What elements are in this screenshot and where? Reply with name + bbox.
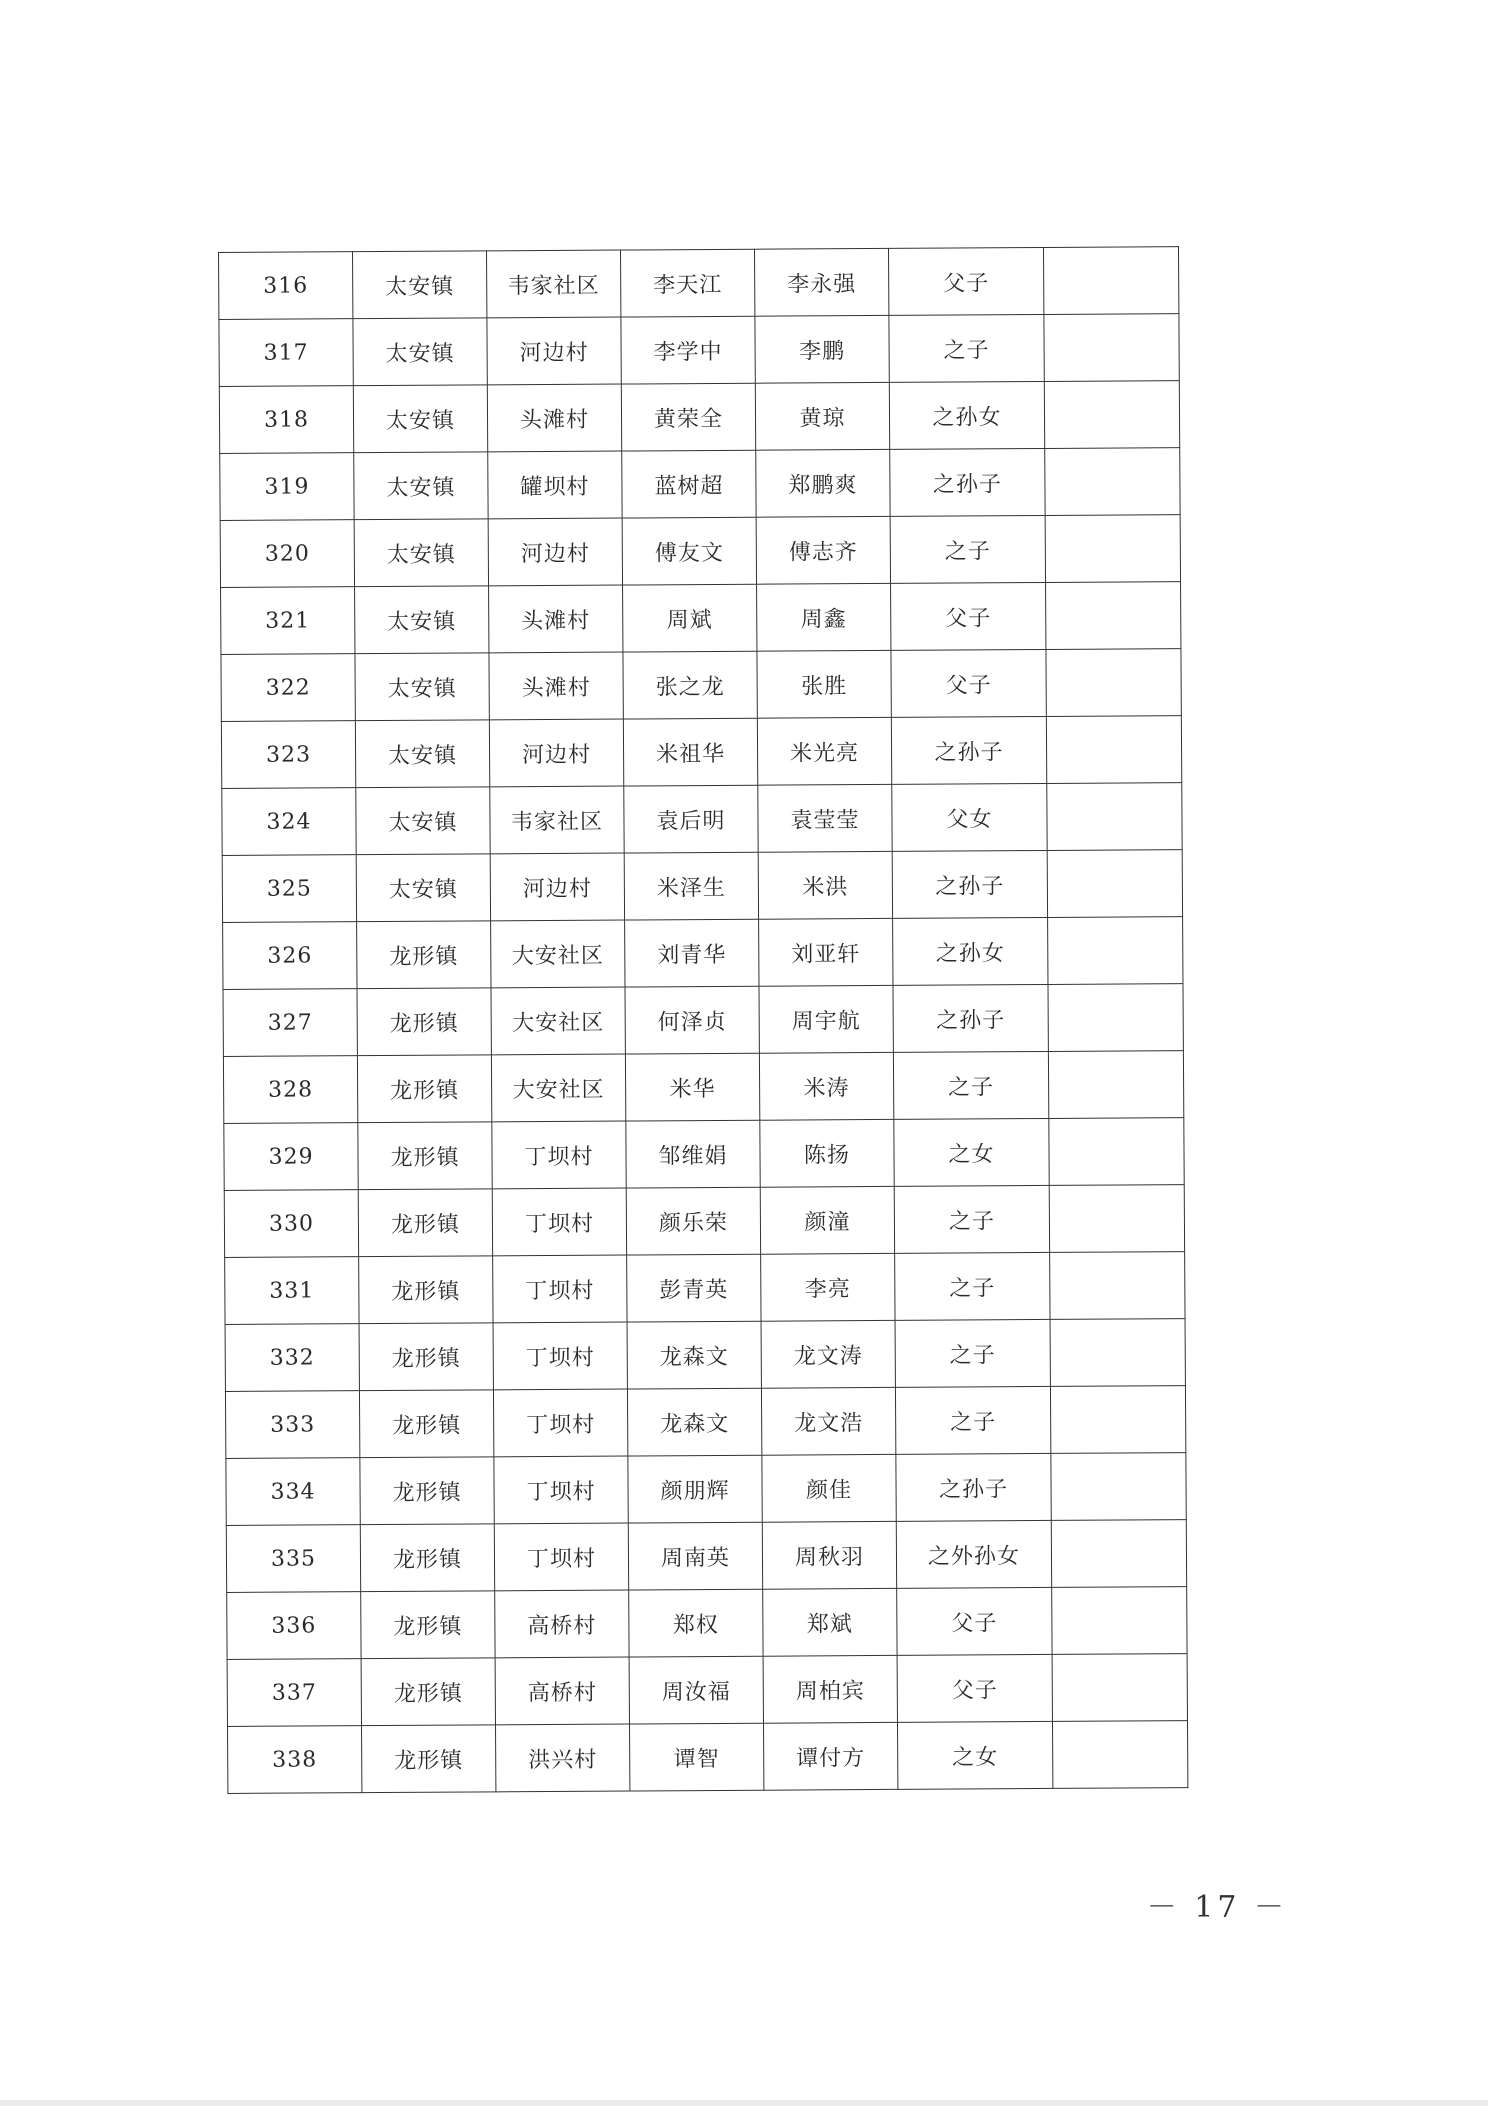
- row-number-cell: 329: [224, 1123, 358, 1191]
- relationship-cell: 之孙子: [890, 448, 1045, 516]
- row-number-cell: 316: [219, 252, 353, 320]
- person-name-cell: 颜乐荣: [626, 1187, 760, 1255]
- village-cell: 头滩村: [489, 585, 623, 653]
- person-name-cell: 郑权: [629, 1589, 763, 1657]
- town-cell: 龙形镇: [359, 1323, 493, 1391]
- relative-name-cell: 李亮: [761, 1253, 895, 1321]
- row-number-cell: 327: [223, 989, 357, 1057]
- relative-name-cell: 颜潼: [760, 1186, 894, 1254]
- relative-name-cell: 龙文涛: [761, 1320, 895, 1388]
- town-cell: 龙形镇: [361, 1591, 495, 1659]
- person-name-cell: 何泽贞: [625, 986, 759, 1054]
- person-name-cell: 刘青华: [625, 919, 759, 987]
- row-number-cell: 318: [219, 386, 353, 454]
- relative-name-cell: 谭付方: [763, 1722, 897, 1790]
- remarks-cell: [1051, 1453, 1186, 1521]
- village-cell: 韦家社区: [490, 786, 624, 854]
- remarks-cell: [1052, 1654, 1187, 1722]
- town-cell: 龙形镇: [359, 1390, 493, 1458]
- person-name-cell: 张之龙: [623, 651, 757, 719]
- village-cell: 河边村: [489, 719, 623, 787]
- town-cell: 龙形镇: [358, 1189, 492, 1257]
- relative-name-cell: 陈扬: [760, 1119, 894, 1187]
- relative-name-cell: 李鹏: [755, 315, 889, 383]
- remarks-cell: [1046, 716, 1181, 784]
- town-cell: 龙形镇: [361, 1658, 495, 1726]
- remarks-cell: [1048, 917, 1183, 985]
- person-name-cell: 周斌: [623, 584, 757, 652]
- person-name-cell: 彭青英: [627, 1254, 761, 1322]
- village-cell: 河边村: [487, 317, 621, 385]
- relationship-cell: 父子: [888, 247, 1043, 315]
- table-row: [220, 448, 1180, 521]
- relative-name-cell: 龙文浩: [761, 1387, 895, 1455]
- remarks-cell: [1044, 381, 1179, 449]
- village-cell: 丁坝村: [493, 1255, 627, 1323]
- person-name-cell: 袁后明: [624, 785, 758, 853]
- town-cell: 龙形镇: [359, 1256, 493, 1324]
- table-row: [219, 247, 1179, 320]
- table-row: [222, 783, 1182, 856]
- table-row: [219, 314, 1179, 387]
- village-cell: 丁坝村: [494, 1523, 628, 1591]
- person-name-cell: 傅友文: [622, 517, 756, 585]
- table-row: [227, 1654, 1187, 1727]
- person-name-cell: 颜朋辉: [628, 1455, 762, 1523]
- town-cell: 龙形镇: [360, 1457, 494, 1525]
- table-row: [221, 649, 1181, 722]
- remarks-cell: [1047, 850, 1182, 918]
- page-number: － 17 －: [1146, 1890, 1288, 1925]
- town-cell: 太安镇: [354, 519, 488, 587]
- town-cell: 太安镇: [353, 318, 487, 386]
- row-number-cell: 330: [224, 1190, 358, 1258]
- town-cell: 太安镇: [355, 586, 489, 654]
- remarks-cell: [1050, 1319, 1185, 1387]
- table-row: [228, 1721, 1188, 1794]
- relative-name-cell: 张胜: [757, 650, 891, 718]
- remarks-cell: [1050, 1252, 1185, 1320]
- village-cell: 罐坝村: [488, 451, 622, 519]
- row-number-cell: 333: [225, 1391, 359, 1459]
- relationship-cell: 之子: [889, 314, 1044, 382]
- remarks-cell: [1045, 515, 1180, 583]
- relative-name-cell: 李永强: [754, 248, 888, 316]
- table-row: [223, 984, 1183, 1057]
- village-cell: 韦家社区: [486, 250, 620, 318]
- remarks-cell: [1050, 1386, 1185, 1454]
- relative-name-cell: 米光亮: [757, 717, 891, 785]
- roster-table: [218, 246, 1188, 1794]
- row-number-cell: 325: [222, 855, 356, 923]
- village-cell: 河边村: [488, 518, 622, 586]
- relationship-cell: 之子: [894, 1185, 1049, 1253]
- person-name-cell: 周南英: [628, 1522, 762, 1590]
- town-cell: 太安镇: [355, 653, 489, 721]
- relative-name-cell: 傅志齐: [756, 516, 890, 584]
- row-number-cell: 335: [226, 1525, 360, 1593]
- town-cell: 太安镇: [356, 787, 490, 855]
- relative-name-cell: 黄琼: [755, 382, 889, 450]
- village-cell: 丁坝村: [492, 1121, 626, 1189]
- person-name-cell: 周汝福: [629, 1656, 763, 1724]
- relative-name-cell: 周秋羽: [762, 1521, 896, 1589]
- row-number-cell: 319: [220, 453, 354, 521]
- relationship-cell: 之孙子: [892, 850, 1047, 918]
- row-number-cell: 317: [219, 319, 353, 387]
- relationship-cell: 之外孙女: [896, 1520, 1051, 1588]
- relationship-cell: 之孙女: [893, 917, 1048, 985]
- table-row: [223, 917, 1183, 990]
- remarks-cell: [1046, 582, 1181, 650]
- remarks-cell: [1047, 783, 1182, 851]
- town-cell: 龙形镇: [362, 1725, 496, 1793]
- remarks-cell: [1046, 649, 1181, 717]
- village-cell: 丁坝村: [494, 1456, 628, 1524]
- town-cell: 龙形镇: [357, 988, 491, 1056]
- relative-name-cell: 米涛: [759, 1052, 893, 1120]
- relative-name-cell: 米洪: [758, 851, 892, 919]
- table-row: [224, 1118, 1184, 1191]
- person-name-cell: 邹维娟: [626, 1120, 760, 1188]
- row-number-cell: 321: [221, 587, 355, 655]
- person-name-cell: 米祖华: [623, 718, 757, 786]
- relationship-cell: 之子: [890, 515, 1045, 583]
- person-name-cell: 黄荣全: [621, 383, 755, 451]
- table-row: [225, 1319, 1185, 1392]
- row-number-cell: 332: [225, 1324, 359, 1392]
- town-cell: 龙形镇: [357, 921, 491, 989]
- relative-name-cell: 郑斌: [763, 1588, 897, 1656]
- remarks-cell: [1052, 1587, 1187, 1655]
- relationship-cell: 父子: [891, 649, 1046, 717]
- remarks-cell: [1043, 247, 1178, 315]
- town-cell: 龙形镇: [357, 1055, 491, 1123]
- table-row: [226, 1520, 1186, 1593]
- row-number-cell: 337: [227, 1659, 361, 1727]
- row-number-cell: 323: [221, 721, 355, 789]
- relationship-cell: 之孙子: [891, 716, 1046, 784]
- remarks-cell: [1052, 1721, 1187, 1789]
- person-name-cell: 米华: [625, 1053, 759, 1121]
- row-number-cell: 324: [222, 788, 356, 856]
- relative-name-cell: 刘亚轩: [759, 918, 893, 986]
- town-cell: 太安镇: [353, 251, 487, 319]
- village-cell: 大安社区: [491, 920, 625, 988]
- relative-name-cell: 周柏宾: [763, 1655, 897, 1723]
- relationship-cell: 之孙女: [889, 381, 1044, 449]
- remarks-cell: [1049, 1118, 1184, 1186]
- relationship-cell: 之孙子: [896, 1453, 1051, 1521]
- remarks-cell: [1049, 1185, 1184, 1253]
- row-number-cell: 331: [225, 1257, 359, 1325]
- person-name-cell: 龙森文: [627, 1321, 761, 1389]
- town-cell: 太安镇: [355, 720, 489, 788]
- row-number-cell: 320: [220, 520, 354, 588]
- table-row: [219, 381, 1179, 454]
- relative-name-cell: 郑鹏爽: [756, 449, 890, 517]
- person-name-cell: 龙森文: [627, 1388, 761, 1456]
- remarks-cell: [1048, 1051, 1183, 1119]
- town-cell: 龙形镇: [358, 1122, 492, 1190]
- table-row: [226, 1453, 1186, 1526]
- town-cell: 龙形镇: [360, 1524, 494, 1592]
- relationship-cell: 之子: [895, 1319, 1050, 1387]
- village-cell: 头滩村: [487, 384, 621, 452]
- relationship-cell: 之孙子: [893, 984, 1048, 1052]
- row-number-cell: 334: [226, 1458, 360, 1526]
- row-number-cell: 338: [228, 1726, 362, 1794]
- person-name-cell: 米泽生: [624, 852, 758, 920]
- relative-name-cell: 颜佳: [762, 1454, 896, 1522]
- relationship-cell: 父子: [891, 582, 1046, 650]
- row-number-cell: 328: [223, 1056, 357, 1124]
- row-number-cell: 326: [223, 922, 357, 990]
- village-cell: 高桥村: [495, 1657, 629, 1725]
- remarks-cell: [1048, 984, 1183, 1052]
- scan-edge: [0, 2100, 1488, 2106]
- town-cell: 太安镇: [353, 385, 487, 453]
- table-row: [225, 1252, 1185, 1325]
- relationship-cell: 之子: [893, 1051, 1048, 1119]
- table-row: [220, 515, 1180, 588]
- table-row: [222, 850, 1182, 923]
- village-cell: 头滩村: [489, 652, 623, 720]
- relationship-cell: 之子: [895, 1252, 1050, 1320]
- relationship-cell: 之子: [895, 1386, 1050, 1454]
- person-name-cell: 谭智: [629, 1723, 763, 1791]
- remarks-cell: [1044, 314, 1179, 382]
- remarks-cell: [1045, 448, 1180, 516]
- village-cell: 丁坝村: [492, 1188, 626, 1256]
- village-cell: 洪兴村: [496, 1724, 630, 1792]
- row-number-cell: 322: [221, 654, 355, 722]
- relationship-cell: 父子: [897, 1654, 1052, 1722]
- relationship-cell: 之女: [894, 1118, 1049, 1186]
- table-row: [221, 582, 1181, 655]
- table-row: [224, 1185, 1184, 1258]
- relative-name-cell: 周宇航: [759, 985, 893, 1053]
- person-name-cell: 李学中: [621, 316, 755, 384]
- village-cell: 丁坝村: [493, 1389, 627, 1457]
- town-cell: 太安镇: [356, 854, 490, 922]
- town-cell: 太安镇: [354, 452, 488, 520]
- village-cell: 大安社区: [491, 1054, 625, 1122]
- remarks-cell: [1051, 1520, 1186, 1588]
- table-row: [221, 716, 1181, 789]
- person-name-cell: 蓝树超: [622, 450, 756, 518]
- table-row: [227, 1587, 1187, 1660]
- relative-name-cell: 袁莹莹: [758, 784, 892, 852]
- relationship-cell: 父女: [892, 783, 1047, 851]
- village-cell: 大安社区: [491, 987, 625, 1055]
- row-number-cell: 336: [227, 1592, 361, 1660]
- village-cell: 丁坝村: [493, 1322, 627, 1390]
- person-name-cell: 李天江: [620, 249, 754, 317]
- table-row: [223, 1051, 1183, 1124]
- relationship-cell: 之女: [897, 1721, 1052, 1789]
- relative-name-cell: 周鑫: [757, 583, 891, 651]
- table-row: [225, 1386, 1185, 1459]
- village-cell: 高桥村: [495, 1590, 629, 1658]
- roster-table-body: [219, 247, 1188, 1794]
- village-cell: 河边村: [490, 853, 624, 921]
- relationship-cell: 父子: [897, 1587, 1052, 1655]
